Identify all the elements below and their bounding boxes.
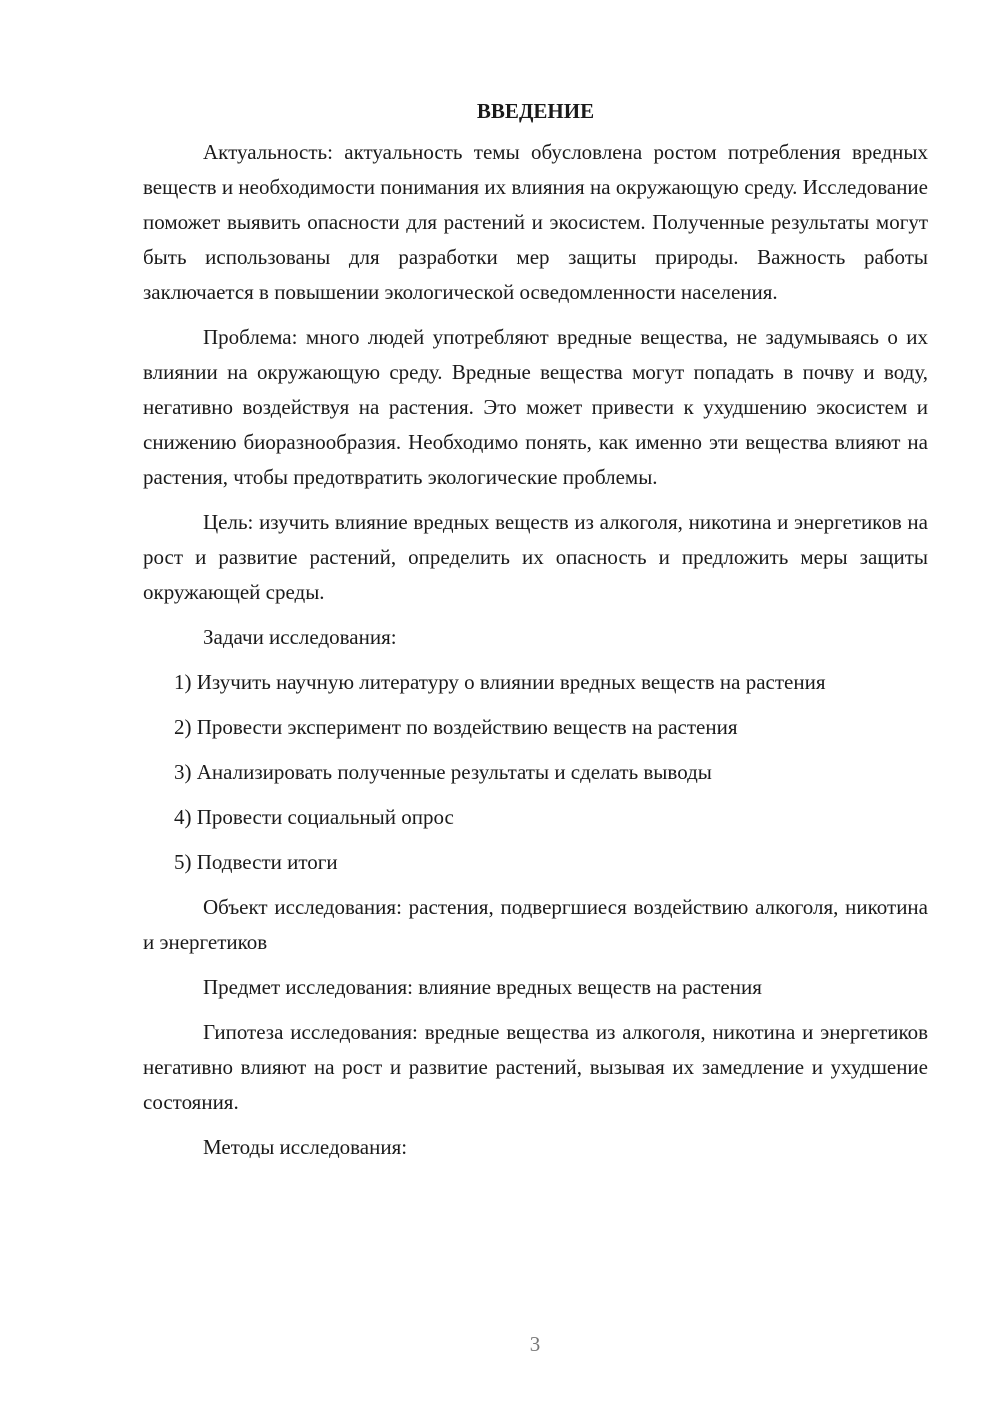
- task-item: 4) Провести социальный опрос: [174, 805, 454, 829]
- task-item: 1) Изучить научную литературу о влиянии вредных веществ на растения: [174, 670, 826, 694]
- page-content: [143, 97, 928, 1175]
- relevance-paragraph: Актуальность: актуальность темы обусловлена ростом потребления вредных веществ и необходимости понимания их влияния на окружающую среду. Исследование поможет выявить опасности для растений и экосистем. Полученные результаты могут быть использованы для разработки мер защиты природы. Важность работы заключается в повышении экологической осведомленности населения.: [143, 140, 928, 304]
- section-title: ВВЕДЕНИЕ: [476, 99, 595, 123]
- methods-heading: Методы исследования:: [203, 1135, 408, 1159]
- page-number: 3: [529, 1332, 541, 1356]
- subject-paragraph: Предмет исследования: влияние вредных веществ на растения: [203, 975, 762, 999]
- hypothesis-paragraph: Гипотеза исследования: вредные вещества из алкоголя, никотина и энергетиков негативно влияют на рост и развитие растений, вызывая их замедление и ухудшение состояния.: [143, 1020, 928, 1114]
- goal-paragraph: Цель: изучить влияние вредных веществ из алкоголя, никотина и энергетиков на рост и развитие растений, определить их опасность и предложить меры защиты окружающей среды.: [143, 510, 928, 604]
- task-item: 3) Анализировать полученные результаты и сделать выводы: [174, 760, 712, 784]
- tasks-heading: Задачи исследования:: [203, 625, 397, 649]
- task-item: 2) Провести эксперимент по воздействию веществ на растения: [174, 715, 738, 739]
- task-item: 5) Подвести итоги: [174, 850, 338, 874]
- problem-paragraph: Проблема: много людей употребляют вредные вещества, не задумываясь о их влиянии на окружающую среду. Вредные вещества могут попадать в почву и воду, негативно воздействуя на растения. Это может привести к ухудшению экосистем и снижению биоразнообразия. Необходимо понять, как именно эти вещества влияют на растения, чтобы предотвратить экологические проблемы.: [143, 325, 928, 489]
- object-paragraph: Объект исследования: растения, подвергшиеся воздействию алкоголя, никотина и энергетиков: [143, 895, 928, 954]
